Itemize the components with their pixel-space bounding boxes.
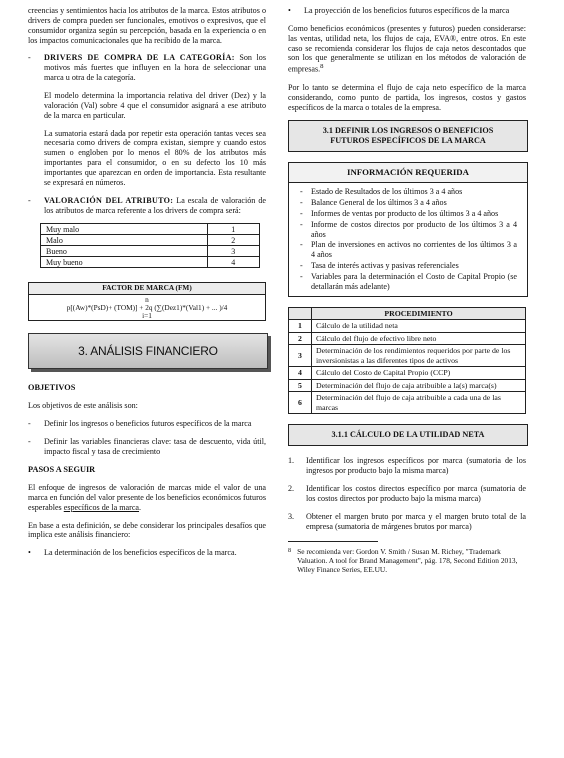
- list-item: - Definir las variables financieras clave: tasa de descuento, vida útil, impacto fiscal y tasa de crecimiento: [28, 437, 266, 457]
- cash-flow-paragraph: Por lo tanto se determina el flujo de caja neto específico de la marca considerando, como punto de partida, los ingresos, costos y gastos específicos de la marca o totales de la empresa.: [288, 82, 526, 112]
- formula-sum-top: n: [145, 295, 149, 305]
- objectives-intro: Los objetivos de este análisis son:: [28, 401, 138, 411]
- economic-benefits-paragraph: Como beneficios económicos (presentes y futuros) pueden considerarse: las ventas, utilidad neta, los flujos de caja, EVA®, entre otros. En este caso se recomienda considerar los flujos de caja netos descontados que son los que generalmente se utilizan en los métodos de valoración de empresas.$^8$: [288, 23, 526, 74]
- list-item: - Balance General de los últimos 3 a 4 años: [311, 198, 517, 208]
- list-item: • La proyección de los beneficios futuros específicos de la marca: [288, 6, 510, 15]
- required-info-title: INFORMACIÓN REQUERIDA: [289, 163, 527, 183]
- left-column: [28, 6, 266, 566]
- valuation-text: La escala de valoración de los atributos de marca referente a los drivers de compra será:: [44, 195, 266, 215]
- formula-sum-bottom: i=1: [142, 310, 152, 320]
- table-row: Muy malo 1: [41, 224, 260, 235]
- valuation-item: [28, 196, 266, 216]
- table-row: 6 Determinación del flujo de caja atribuible a cada una de las marcas: [289, 392, 526, 414]
- rating-table: [40, 223, 260, 268]
- procedure-title: PROCEDIMIENTO: [312, 307, 526, 320]
- footnote-divider: [288, 541, 378, 542]
- footnote-number: 8: [288, 548, 292, 555]
- list-item: • La determinación de los beneficios específicos de la marca.: [28, 548, 237, 558]
- table-row: Muy bueno 4: [41, 257, 260, 268]
- formula-expression: p[(Aw)*(PsD)+ (TOM)] + 2q (∑(Dez1)*(Val1) + ... )/4: [66, 303, 228, 313]
- list-item: - Estado de Resultados de los últimos 3 a 4 años: [311, 187, 517, 197]
- list-item: - Variables para la determinación el Costo de Capital Propio (se detallarán más adelante): [311, 272, 517, 292]
- drivers-title: DRIVERS DE COMPRA DE LA CATEGORÍA:: [44, 53, 235, 63]
- footnote: [288, 548, 526, 575]
- dash-marker: -: [28, 419, 31, 429]
- table-row: Malo 2: [41, 235, 260, 246]
- formula-title: FACTOR DE MARCA (FM): [29, 283, 266, 295]
- steps-title: PASOS A SEGUIR: [28, 464, 96, 474]
- right-column: [288, 6, 526, 575]
- list-item: 2. Identificar los costos directos específico por marca (sumatoria de los costos directos por producto bajo la misma marca): [288, 483, 526, 503]
- brand-factor-formula: [28, 282, 266, 321]
- list-item: - Plan de inversiones en activos no corrientes de los últimos 3 a 4 años: [311, 240, 517, 260]
- procedure-table: [288, 307, 526, 415]
- section-box-3-1: 3.1 DEFINIR LOS INGRESOS O BENEFICIOS FUTUROS ESPECÍFICOS DE LA MARCA: [288, 120, 528, 152]
- bullet-marker: •: [288, 6, 291, 15]
- list-item: 3. Obtener el margen bruto por marca y el margen bruto total de la empresa (sumatoria de márgenes brutos por marca): [288, 511, 526, 531]
- drivers-item: [28, 53, 266, 83]
- footnote-text: Se recomienda ver: Gordon V. Smith / Susan M. Richey, "Trademark Valuation. A tool for Brand Management", pág. 178, Second Edition 2013, Wiley Finance Series, EE.UU.: [297, 547, 518, 575]
- dash-marker: -: [28, 437, 31, 447]
- table-row: 2 Cálculo del flujo de efectivo libre neto: [289, 332, 526, 345]
- table-row: 4 Cálculo del Costo de Capital Propio (CCP): [289, 367, 526, 380]
- list-item: - Informe de costos directos por producto de los últimos 3 a 4 años: [311, 220, 517, 240]
- required-info-list: [289, 187, 527, 292]
- table-row: 1 Cálculo de la utilidad neta: [289, 320, 526, 333]
- steps-paragraph: El enfoque de ingresos de valoración de marcas mide el valor de una marca en función del valor presente de los beneficios económicos futuros esperables específicos de la marca.: [28, 482, 266, 512]
- dash-marker: -: [28, 195, 31, 205]
- list-item: - Tasa de interés activas y pasivas referenciales: [311, 261, 517, 271]
- sum-paragraph: La sumatoria estará dada por repetir esta operación tantas veces sea necesaria como drivers de compra existan, siempre y cuando estos sumen o engloben por lo menos el 80% de los atributos más importantes para el consumidor, o en su defecto los 10 más importantes que aparezcan en orden de importancia. Esta resultante se expresará en números.: [44, 128, 266, 187]
- intro-paragraph: creencias y sentimientos hacia los atributos de la marca. Estos atributos o drivers de compra pueden ser funcionales, emotivos o expresivos, que el consumidor organiza según su percepción, basada en la experiencia o en los impactos comunicacionales que ha recibido de la marca.: [28, 6, 266, 45]
- list-item: - Informes de ventas por producto de los últimos 3 a 4 años: [311, 209, 517, 219]
- table-row: 5 Determinación del flujo de caja atribuible a la(s) marca(s): [289, 379, 526, 392]
- dash-marker: -: [28, 53, 31, 63]
- section-heading: 3. ANÁLISIS FINANCIERO: [28, 333, 268, 369]
- underlined-text: específicos de la marca: [63, 502, 140, 512]
- list-item: - Definir los ingresos o beneficios futuros específicos de la marca: [28, 419, 252, 429]
- footnote-ref: 8: [320, 63, 324, 71]
- section-box-3-1-1: 3.1.1 CÁLCULO DE LA UTILIDAD NETA: [288, 424, 528, 446]
- valuation-title: VALORACIÓN DEL ATRIBUTO:: [44, 195, 174, 205]
- required-info-box: [288, 162, 528, 296]
- drivers-text: Son los motivos más fuertes que influyen en la hora de seleccionar una marca u otra de la categoría.: [44, 53, 266, 83]
- model-paragraph: El modelo determina la importancia relativa del driver (Dez) y la valoración (Val) sobre 4 que el consumidor asignará a ese atributo de la marca en particular.: [44, 91, 266, 120]
- base-paragraph: En base a esta definición, se debe considerar los principales desafíos que implica este análisis financiero:: [28, 520, 266, 540]
- list-item: 1. Identificar los ingresos específicos por marca (sumatoria de los ingresos por producto bajo la misma marca): [288, 456, 526, 476]
- table-row: 3 Determinación de los rendimientos requeridos por parte de los inversionistas a las diferentes tipos de activos: [289, 345, 526, 367]
- steps-list: [288, 456, 526, 531]
- objectives-title: OBJETIVOS: [28, 383, 76, 393]
- bullet-marker: •: [28, 548, 31, 558]
- table-row: Bueno 3: [41, 246, 260, 257]
